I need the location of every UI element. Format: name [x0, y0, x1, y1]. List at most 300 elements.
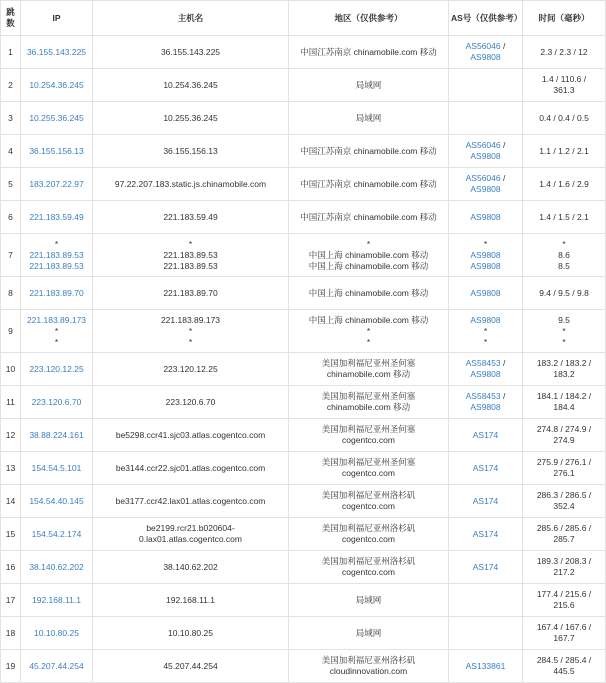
ip-link[interactable]: 10.254.36.245: [29, 79, 84, 90]
as-line: [451, 239, 520, 250]
as-cell: [449, 277, 523, 310]
hostname-cell: [93, 168, 289, 201]
hostname-text: 97.22.207.183.static.js.chinamobile.com: [114, 178, 267, 189]
as-link[interactable]: AS9808: [470, 402, 501, 412]
time-cell: [523, 650, 606, 683]
time-cell: [523, 452, 606, 485]
time-cell: [523, 234, 606, 277]
location-cell: [289, 135, 449, 168]
ip-cell: [21, 353, 93, 386]
hostname-text: 223.120.12.25: [163, 363, 218, 374]
table-row: [1, 102, 606, 135]
table-row: [1, 419, 606, 452]
time-cell: [523, 518, 606, 551]
hostname-text: 0.lax01.atlas.cogentco.com: [138, 534, 242, 544]
hop-number: 16: [5, 561, 16, 572]
time-text: 1.4 / 1.5 / 2.1: [539, 211, 589, 222]
ip-link[interactable]: 10.10.80.25: [34, 627, 79, 638]
hop-cell: [1, 310, 21, 353]
location-cell: [289, 168, 449, 201]
ip-cell: [21, 584, 93, 617]
as-placeholder: *: [483, 336, 488, 347]
time-text: 184.1 / 184.2 /: [536, 391, 592, 401]
as-link[interactable]: AS174: [472, 495, 499, 506]
location-cell: [289, 518, 449, 551]
location-text: chinamobile.com 移动: [326, 369, 411, 379]
ip-link[interactable]: 221.183.59.49: [29, 211, 84, 222]
ip-cell: [21, 518, 93, 551]
as-link[interactable]: AS9808: [470, 287, 501, 298]
hop-number: 19: [5, 660, 16, 671]
time-cell: [523, 69, 606, 102]
ip-cell: [21, 310, 93, 353]
hop-number: 17: [5, 594, 16, 605]
hostname-text: 221.183.89.53: [163, 260, 218, 271]
hostname-text: 36.155.156.13: [163, 145, 218, 156]
location-cell: [289, 386, 449, 419]
as-line: [451, 661, 520, 672]
location-cell: [289, 419, 449, 452]
as-cell: [449, 36, 523, 69]
time-text: 276.1: [553, 468, 575, 478]
time-text: 274.8 / 274.9 /: [536, 424, 592, 434]
time-text: 177.4 / 215.6 /: [536, 589, 592, 599]
hostname-text: 38.140.62.202: [163, 561, 218, 572]
as-cell: [449, 201, 523, 234]
hostname-text: be2199.rcr21.b020604-: [146, 523, 235, 533]
as-cell: [449, 135, 523, 168]
time-text: 8.5: [558, 260, 570, 271]
as-link[interactable]: AS9808: [470, 260, 501, 271]
time-text: 2.3 / 2.3 / 12: [540, 46, 588, 57]
ip-cell: [21, 650, 93, 683]
as-link[interactable]: AS174: [472, 561, 499, 572]
hop-cell: [1, 168, 21, 201]
header-as: AS号（仅供参考）: [449, 1, 523, 36]
hop-cell: [1, 201, 21, 234]
ip-cell: [21, 386, 93, 419]
time-text: 0.4 / 0.4 / 0.5: [539, 112, 589, 123]
location-text: 局域网: [355, 627, 382, 638]
as-separator: /: [500, 140, 506, 150]
hop-cell: [1, 234, 21, 277]
table-row: [1, 168, 606, 201]
time-text: *: [562, 325, 566, 336]
location-cell: [289, 234, 449, 277]
as-cell: [449, 69, 523, 102]
table-row: [1, 518, 606, 551]
table-row: [1, 485, 606, 518]
hop-cell: [1, 452, 21, 485]
as-line: [451, 391, 520, 402]
time-cell: [523, 485, 606, 518]
ip-link[interactable]: 10.255.36.245: [29, 112, 84, 123]
location-cell: [289, 277, 449, 310]
hostname-cell: [93, 617, 289, 650]
hostname-text: 221.183.59.49: [163, 211, 218, 222]
hop-number: 9: [8, 325, 13, 336]
hostname-cell: [93, 353, 289, 386]
location-cell: [289, 617, 449, 650]
time-text: 1.1 / 1.2 / 2.1: [539, 145, 589, 156]
location-text: 中国上海 chinamobile.com 移动: [308, 287, 429, 298]
location-text: 美国加利福尼亚州圣何塞: [321, 424, 416, 434]
hostname-text: 10.10.80.25: [168, 627, 213, 638]
time-cell: [523, 551, 606, 584]
location-cell: [289, 310, 449, 353]
time-cell: [523, 36, 606, 69]
hostname-cell: [93, 201, 289, 234]
location-text: *: [366, 336, 371, 347]
ip-cell: [21, 419, 93, 452]
as-link[interactable]: AS9808: [470, 314, 501, 325]
hop-number: 4: [8, 145, 13, 156]
hop-cell: [1, 135, 21, 168]
hop-cell: [1, 277, 21, 310]
as-line: [451, 430, 520, 441]
as-line: [451, 184, 520, 195]
hop-number: 13: [5, 462, 16, 473]
location-cell: [289, 69, 449, 102]
location-cell: [289, 584, 449, 617]
hostname-text: 45.207.44.254: [163, 660, 218, 671]
hostname-text: 10.255.36.245: [163, 112, 218, 123]
hop-number: 7: [8, 249, 13, 260]
as-link[interactable]: AS9808: [470, 369, 501, 379]
location-text: cogentco.com: [342, 567, 395, 577]
as-link[interactable]: AS58453: [465, 391, 501, 401]
location-text: 中国上海 chinamobile.com 移动: [308, 314, 429, 325]
location-text: 美国加利福尼亚州圣何塞: [321, 457, 416, 467]
time-text: 1.4 / 110.6 /: [541, 74, 587, 84]
as-link[interactable]: AS174: [472, 528, 499, 539]
location-text: chinamobile.com 移动: [326, 402, 411, 412]
as-cell: [449, 650, 523, 683]
ip-cell: [21, 102, 93, 135]
table-header-row: [1, 1, 606, 36]
location-text: 中国上海 chinamobile.com 移动: [308, 249, 429, 260]
hop-number: 2: [8, 79, 13, 90]
ip-cell: [21, 135, 93, 168]
location-text: cloudinnovation.com: [329, 666, 408, 676]
hostname-cell: [93, 36, 289, 69]
as-cell: [449, 419, 523, 452]
location-cell: [289, 452, 449, 485]
header-ip: IP: [21, 1, 93, 36]
ip-link[interactable]: 38.140.62.202: [29, 561, 84, 572]
as-line: [451, 173, 520, 184]
time-text: 361.3: [553, 85, 575, 95]
as-separator: /: [500, 358, 506, 368]
hop-cell: [1, 617, 21, 650]
time-cell: [523, 277, 606, 310]
ip-cell: [21, 277, 93, 310]
as-cell: [449, 551, 523, 584]
hostname-text: be5298.ccr41.sjc03.atlas.cogentco.com: [115, 429, 266, 440]
hostname-text: *: [188, 325, 193, 336]
ip-placeholder: *: [54, 325, 59, 336]
as-link[interactable]: AS9808: [470, 211, 501, 222]
as-link[interactable]: AS174: [472, 429, 499, 440]
hop-number: 18: [5, 627, 16, 638]
table-row: [1, 650, 606, 683]
as-separator: /: [500, 391, 506, 401]
time-text: 445.5: [553, 666, 575, 676]
as-cell: [449, 310, 523, 353]
time-text: *: [562, 238, 566, 249]
hostname-cell: [93, 277, 289, 310]
hostname-cell: [93, 650, 289, 683]
hop-number: 12: [5, 429, 16, 440]
table-row: [1, 69, 606, 102]
as-cell: [449, 234, 523, 277]
table-row: [1, 234, 606, 277]
ip-cell: [21, 201, 93, 234]
hostname-text: 36.155.143.225: [160, 46, 221, 57]
header-hop: 跳数: [1, 1, 21, 36]
time-text: 8.6: [558, 249, 570, 260]
as-placeholder: *: [483, 238, 488, 249]
location-text: cogentco.com: [342, 468, 395, 478]
as-line: [451, 369, 520, 380]
ip-cell: [21, 617, 93, 650]
location-text: 局域网: [355, 79, 382, 90]
ip-cell: [21, 485, 93, 518]
as-cell: [449, 353, 523, 386]
table-row: [1, 617, 606, 650]
as-line: [451, 288, 520, 299]
as-line: [451, 337, 520, 348]
hop-number: 3: [8, 112, 13, 123]
as-line: [451, 52, 520, 63]
as-line: [451, 315, 520, 326]
table-row: [1, 584, 606, 617]
ip-cell: [21, 551, 93, 584]
as-line: [451, 261, 520, 272]
time-text: 215.6: [553, 600, 575, 610]
as-line: [451, 326, 520, 337]
location-text: 局域网: [355, 594, 382, 605]
time-text: 167.7: [553, 633, 575, 643]
time-text: 217.2: [553, 567, 575, 577]
as-cell: [449, 518, 523, 551]
hostname-text: 223.120.6.70: [165, 396, 216, 407]
time-text: 284.5 / 285.4 /: [536, 655, 592, 665]
time-cell: [523, 419, 606, 452]
as-line: [451, 463, 520, 474]
hostname-text: 10.254.36.245: [163, 79, 218, 90]
time-text: 286.3 / 286.5 /: [536, 490, 592, 500]
time-cell: [523, 201, 606, 234]
ip-link[interactable]: 154.54.40.145: [29, 495, 84, 506]
hostname-cell: [93, 135, 289, 168]
hostname-cell: [93, 584, 289, 617]
location-text: 美国加利福尼亚州洛杉矶: [321, 556, 416, 566]
time-cell: [523, 135, 606, 168]
location-text: cogentco.com: [342, 435, 395, 445]
location-text: 中国江苏南京 chinamobile.com 移动: [300, 46, 437, 57]
location-text: 中国江苏南京 chinamobile.com 移动: [300, 178, 437, 189]
as-line: [451, 140, 520, 151]
as-placeholder: *: [483, 325, 488, 336]
location-text: cogentco.com: [342, 501, 395, 511]
hop-cell: [1, 485, 21, 518]
header-location: 地区（仅供参考）: [289, 1, 449, 36]
time-text: 1.4 / 1.6 / 2.9: [539, 178, 589, 189]
ip-link[interactable]: 221.183.89.70: [29, 287, 84, 298]
hop-cell: [1, 551, 21, 584]
hostname-text: 221.183.89.70: [163, 287, 218, 298]
location-text: 局域网: [355, 112, 382, 123]
location-cell: [289, 650, 449, 683]
time-text: 183.2: [553, 369, 575, 379]
hop-cell: [1, 584, 21, 617]
location-cell: [289, 201, 449, 234]
table-row: [1, 551, 606, 584]
hostname-text: be3144.ccr22.sjc01.atlas.cogentco.com: [115, 462, 266, 473]
as-line: [451, 212, 520, 223]
ip-cell: [21, 234, 93, 277]
as-link[interactable]: AS9808: [470, 249, 501, 260]
time-cell: [523, 353, 606, 386]
ip-link[interactable]: 183.207.22.97: [29, 178, 84, 189]
location-text: 中国上海 chinamobile.com 移动: [308, 260, 429, 271]
as-line: [451, 151, 520, 162]
ip-link[interactable]: 223.120.12.25: [29, 363, 84, 374]
hop-number: 1: [8, 46, 13, 57]
as-link[interactable]: AS174: [472, 462, 499, 473]
time-text: 9.4 / 9.5 / 9.8: [539, 287, 589, 298]
hop-number: 6: [8, 211, 13, 222]
location-cell: [289, 551, 449, 584]
hop-cell: [1, 69, 21, 102]
hop-number: 10: [5, 363, 16, 374]
as-line: [451, 529, 520, 540]
location-text: 中国江苏南京 chinamobile.com 移动: [300, 145, 437, 156]
time-text: 352.4: [553, 501, 575, 511]
table-row: [1, 277, 606, 310]
hostname-text: *: [188, 238, 193, 249]
hostname-text: 221.183.89.53: [163, 249, 218, 260]
as-link[interactable]: AS56046: [465, 140, 501, 150]
ip-link[interactable]: 221.183.89.173: [26, 314, 87, 325]
time-text: 9.5: [558, 314, 570, 325]
hop-cell: [1, 650, 21, 683]
hop-cell: [1, 518, 21, 551]
ip-placeholder: *: [54, 336, 59, 347]
table-row: [1, 386, 606, 419]
as-cell: [449, 452, 523, 485]
time-cell: [523, 386, 606, 419]
hostname-cell: [93, 386, 289, 419]
time-cell: [523, 310, 606, 353]
hostname-cell: [93, 234, 289, 277]
as-line: [451, 250, 520, 261]
location-text: 美国加利福尼亚州洛杉矶: [321, 655, 416, 665]
location-text: 美国加利福尼亚州洛杉矶: [321, 490, 416, 500]
ip-link[interactable]: 221.183.89.53: [29, 249, 84, 260]
location-cell: [289, 36, 449, 69]
as-link[interactable]: AS56046: [465, 41, 501, 51]
location-text: 中国江苏南京 chinamobile.com 移动: [300, 211, 437, 222]
as-cell: [449, 168, 523, 201]
ip-link[interactable]: 38.88.224.161: [29, 429, 84, 440]
as-separator: /: [500, 173, 506, 183]
hostname-cell: [93, 452, 289, 485]
location-cell: [289, 102, 449, 135]
hostname-cell: [93, 518, 289, 551]
as-link[interactable]: AS9808: [470, 52, 501, 62]
as-cell: [449, 584, 523, 617]
location-text: 美国加利福尼亚州圣何塞: [321, 391, 416, 401]
ip-link[interactable]: 36.155.143.225: [26, 46, 87, 57]
time-text: 184.4: [553, 402, 575, 412]
hop-number: 15: [5, 528, 16, 539]
location-text: cogentco.com: [342, 534, 395, 544]
time-text: 167.4 / 167.6 /: [536, 622, 592, 632]
table-row: [1, 201, 606, 234]
hop-number: 11: [6, 396, 15, 407]
table-row: [1, 36, 606, 69]
hop-number: 5: [8, 178, 13, 189]
ip-placeholder: *: [54, 238, 59, 249]
as-line: [451, 496, 520, 507]
ip-link[interactable]: 45.207.44.254: [29, 660, 84, 671]
ip-link[interactable]: 36.155.156.13: [29, 145, 84, 156]
hostname-cell: [93, 310, 289, 353]
as-link[interactable]: AS9808: [470, 151, 501, 161]
ip-cell: [21, 36, 93, 69]
as-link[interactable]: AS133861: [465, 660, 506, 671]
table-body: [1, 36, 606, 683]
as-line: [451, 358, 520, 369]
hostname-text: 221.183.89.173: [160, 314, 221, 325]
time-cell: [523, 584, 606, 617]
hop-cell: [1, 36, 21, 69]
as-cell: [449, 485, 523, 518]
location-text: *: [366, 325, 371, 336]
time-text: 274.9: [553, 435, 575, 445]
as-cell: [449, 617, 523, 650]
hostname-cell: [93, 102, 289, 135]
table-row: [1, 135, 606, 168]
time-text: 275.9 / 276.1 /: [536, 457, 592, 467]
hostname-cell: [93, 485, 289, 518]
as-link[interactable]: AS58453: [465, 358, 501, 368]
as-line: [451, 41, 520, 52]
time-text: 189.3 / 208.3 /: [536, 556, 592, 566]
header-time: 时间（毫秒）: [523, 1, 606, 36]
location-text: 美国加利福尼亚州洛杉矶: [321, 523, 416, 533]
location-text: 美国加利福尼亚州圣何塞: [321, 358, 416, 368]
as-link[interactable]: AS56046: [465, 173, 501, 183]
ip-link[interactable]: 223.120.6.70: [31, 396, 82, 407]
as-link[interactable]: AS9808: [470, 184, 501, 194]
ip-link[interactable]: 154.54.5.101: [31, 462, 82, 473]
ip-cell: [21, 168, 93, 201]
table-row: [1, 353, 606, 386]
ip-link[interactable]: 221.183.89.53: [29, 260, 84, 271]
hostname-text: be3177.ccr42.lax01.atlas.cogentco.com: [115, 495, 266, 506]
as-cell: [449, 102, 523, 135]
location-cell: [289, 353, 449, 386]
hostname-cell: [93, 69, 289, 102]
table-row: [1, 452, 606, 485]
ip-link[interactable]: 154.54.2.174: [31, 528, 82, 539]
ip-cell: [21, 452, 93, 485]
ip-link[interactable]: 192.168.11.1: [32, 594, 81, 605]
time-text: 285.7: [553, 534, 575, 544]
